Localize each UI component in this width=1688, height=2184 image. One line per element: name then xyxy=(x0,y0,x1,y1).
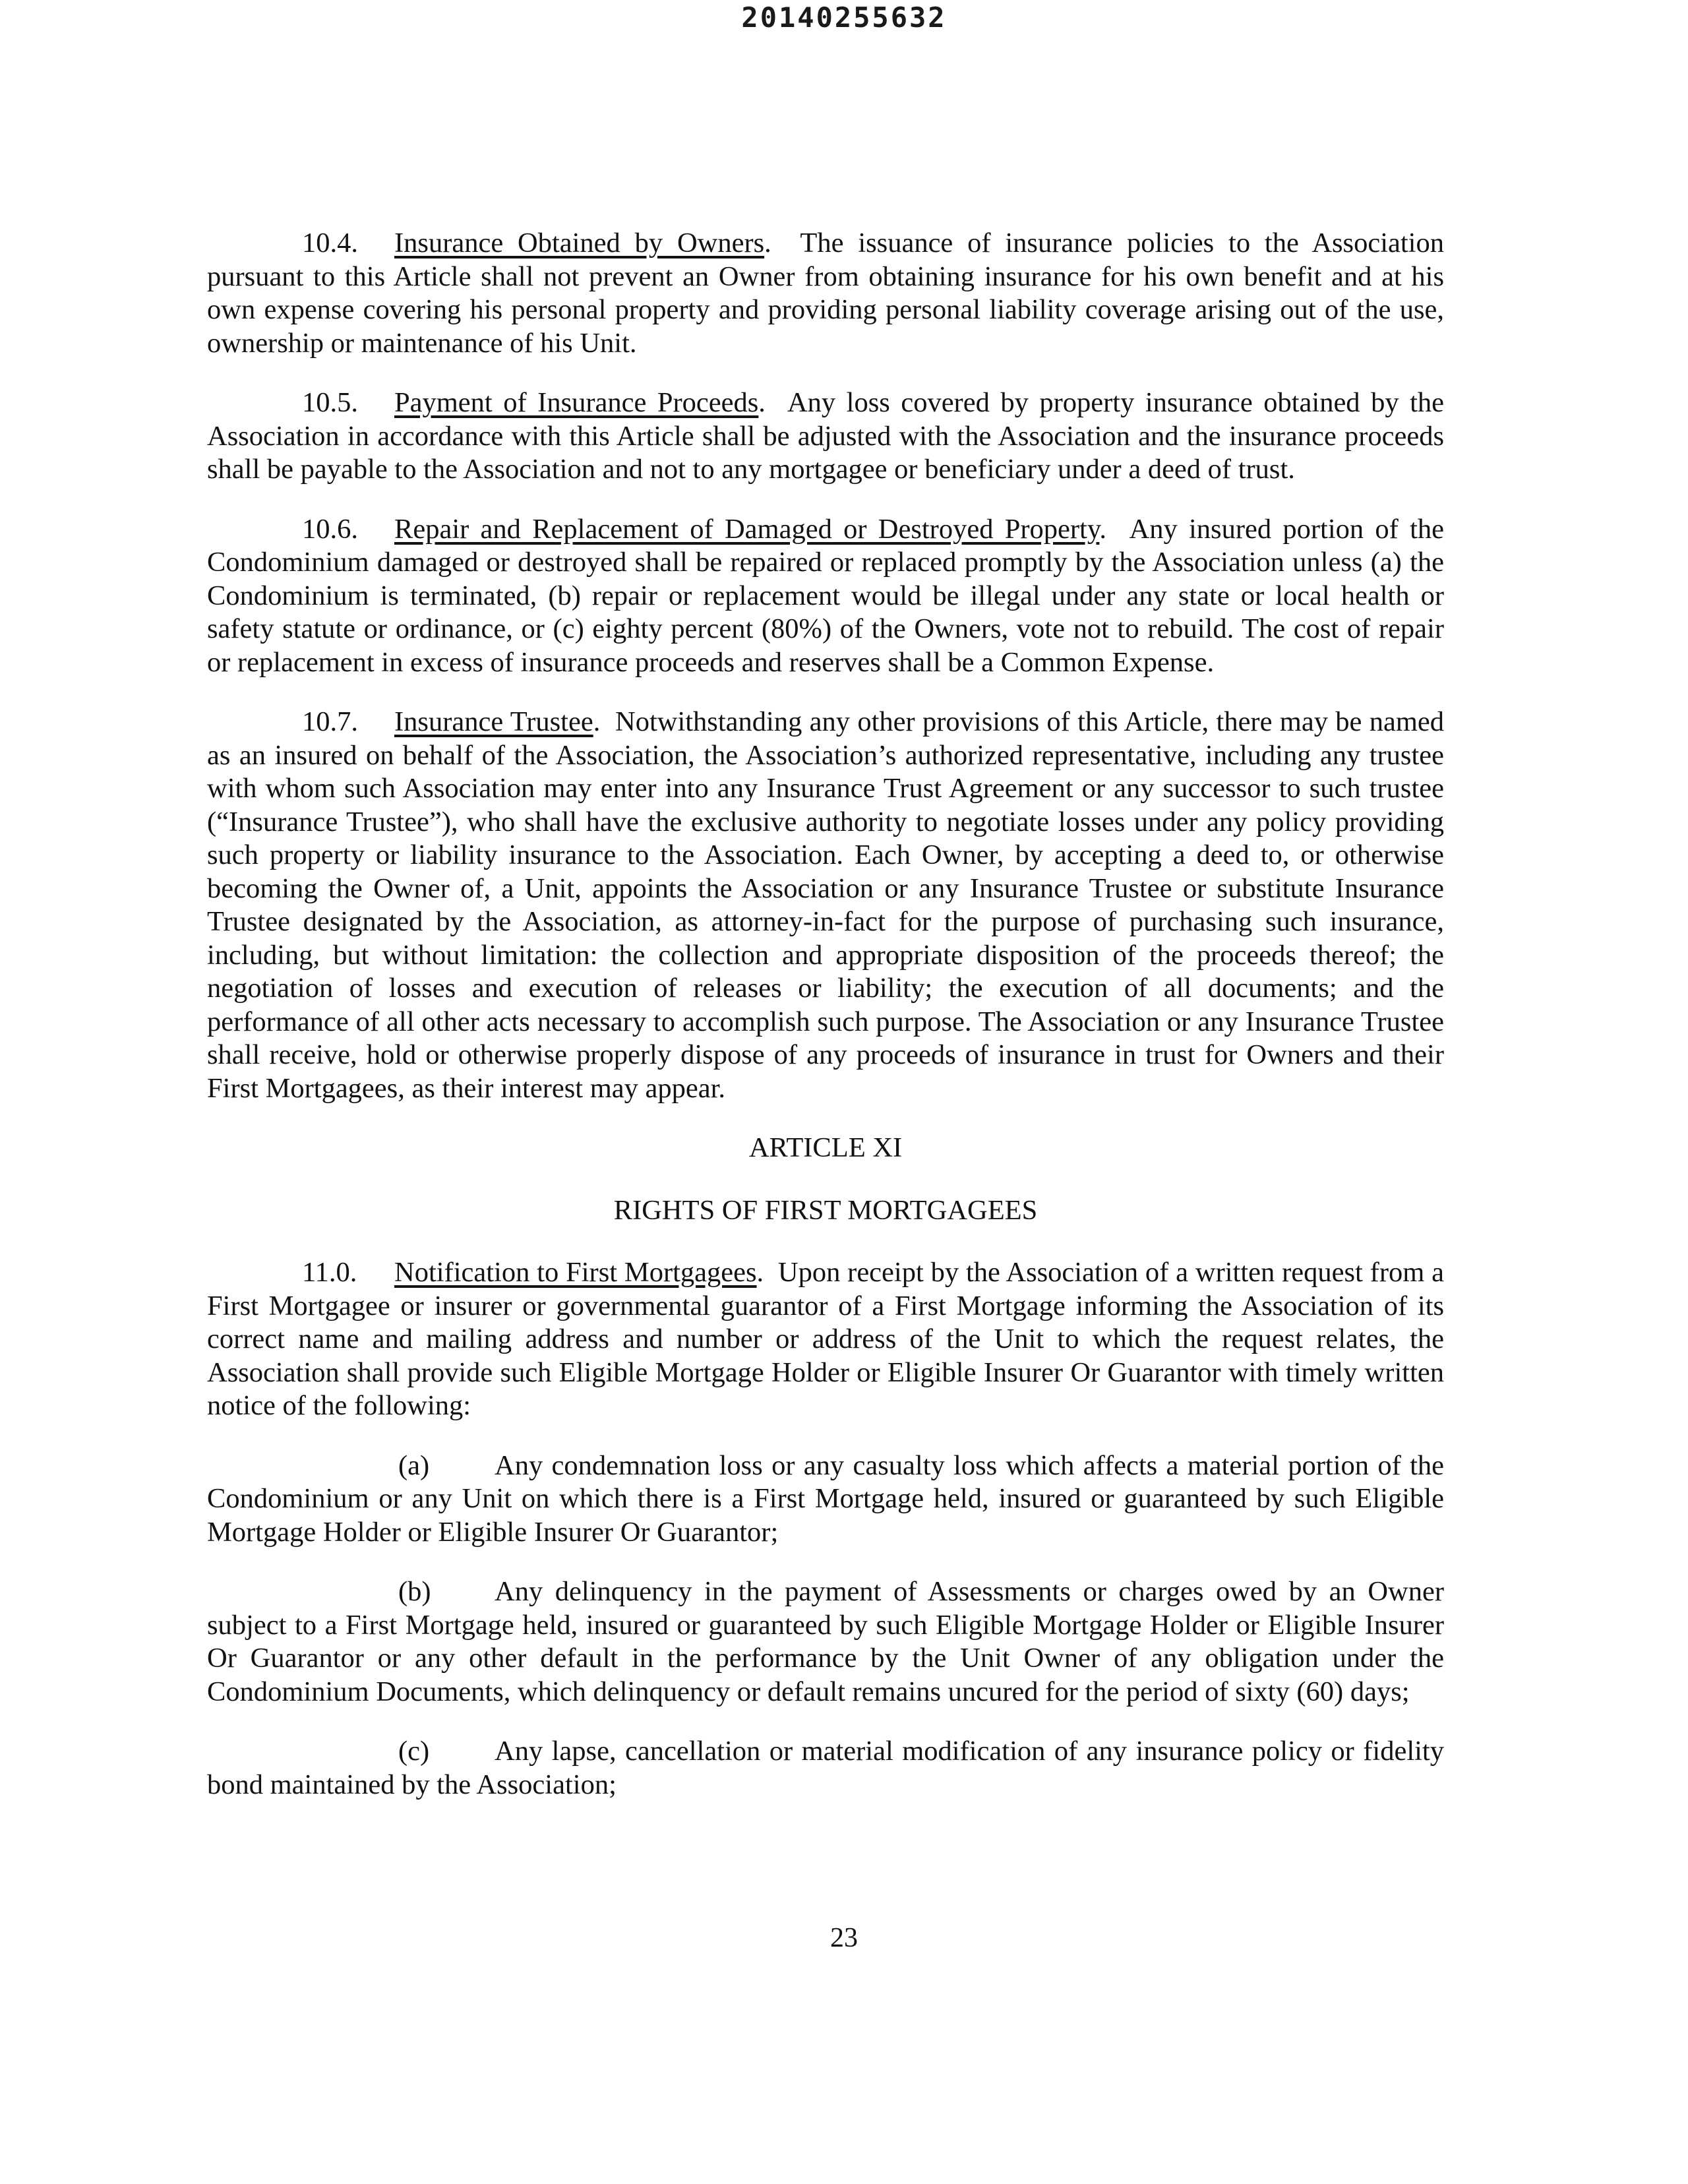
section-body: Any insured portion of the Condominium damaged or destroyed shall be repaired or replaced promptly by the Association unless (a) the Condominium is terminated, (b) repair or replacement would be illegal under any state or local health or safety statute or ordinance, or (c) eighty percent (80%) of the Owners, vote not to rebuild. The cost of repair or replacement in excess of insurance proceeds and reserves shall be a Common Expense. xyxy=(207,513,1445,678)
subitem-label: (a) xyxy=(398,1449,430,1481)
section-10-6 xyxy=(207,513,1444,680)
subitem-a xyxy=(207,1449,1444,1550)
section-number: 10.4. xyxy=(302,228,358,258)
subitem-label: (b) xyxy=(398,1576,431,1607)
section-body: The issuance of insurance policies to the Association pursuant to this Article shall not prevent an Owner from obtaining insurance for his own benefit and at his own expense covering his personal property and providing personal liability coverage arising out of the use, ownership or maintenance of his Unit. xyxy=(207,228,1444,359)
section-title-suffix: . xyxy=(593,706,601,737)
section-title: Insurance Obtained by Owners xyxy=(394,228,765,258)
section-body: Notwithstanding any other provisions of this Article, there may be named as an insured on behalf of the Association, the Association’s authorized representative, including any trustee with whom such Association may enter into any Insurance Trust Agreement or any successor to such trustee (“Insurance Trustee”), who shall have the exclusive authority to negotiate losses under any policy providing such property or liability insurance to the Association. Each Owner, by accepting a deed to, or otherwise becoming the Owner of, a Unit, appoints the Association or any Insurance Trustee or substitute Insurance Trustee designated by the Association, as attorney-in-fact for the purpose of purchasing such insurance, including, but without limitation: the collection and appropriate disposition of the proceeds thereof; the negotiation of losses and execution of releases or liability; the execution of all documents; and the performance of all other acts necessary to accomplish such purpose. The Association or any Insurance Trustee shall receive, hold or otherwise properly dispose of any proceeds of insurance in trust for Owners and their First Mortgagees, as their interest may appear. xyxy=(207,706,1445,1104)
document-number: 20140255632 xyxy=(741,1,947,34)
page-body xyxy=(207,227,1444,1828)
section-10-5 xyxy=(207,386,1444,487)
section-number: 10.5. xyxy=(302,387,358,418)
subitem-label: (c) xyxy=(398,1736,430,1767)
article-number: ARTICLE XI xyxy=(748,1132,903,1163)
subitem-text: Any delinquency in the payment of Assessments or charges owed by an Owner subject to a First Mortgage held, insured or guaranteed by such Eligible Mortgage Holder or Eligible Insurer Or Guarantor or any other default in the performance by the Unit Owner of any obligation under the Condominium Documents, which delinquency or default remains uncured for the period of sixty (60) days; xyxy=(207,1576,1444,1707)
section-body: Upon receipt by the Association of a written request from a First Mortgagee or insurer or governmental guarantor of a First Mortgage informing the Association of its correct name and mailing address and number or address of the Unit to which the request relates, the Association shall provide such Eligible Mortgage Holder or Eligible Insurer Or Guarantor with timely written notice of the following: xyxy=(207,1257,1445,1421)
section-body: Any loss covered by property insurance obtained by the Association in accordance with this Article shall be adjusted with the Association and the insurance proceeds shall be payable to the Association and not to any mortgagee or beneficiary under a deed of trust. xyxy=(207,387,1445,485)
section-title-suffix: . xyxy=(756,1257,764,1288)
article-title: RIGHTS OF FIRST MORTGAGEES xyxy=(613,1194,1038,1226)
subitem-text: Any condemnation loss or any casualty loss which affects a material portion of the Condominium or any Unit on which there is a First Mortgage held, insured or guaranteed by such Eligible Mortgage Holder or Eligible Insurer Or Guarantor; xyxy=(207,1449,1444,1548)
section-number: 10.7. xyxy=(302,706,358,737)
subitem-c xyxy=(207,1735,1444,1802)
section-title-suffix: . xyxy=(764,228,771,258)
subitem-text: Any lapse, cancellation or material modification of any insurance policy or fidelity bond maintained by the Association; xyxy=(207,1736,1444,1800)
section-number: 11.0. xyxy=(302,1257,357,1288)
section-title: Repair and Replacement of Damaged or Destroyed Property xyxy=(394,513,1100,545)
section-title-suffix: . xyxy=(1099,513,1106,545)
section-title: Payment of Insurance Proceeds xyxy=(394,387,759,418)
section-title: Notification to First Mortgagees xyxy=(394,1257,757,1288)
section-title-suffix: . xyxy=(758,387,766,418)
section-11-0 xyxy=(207,1256,1444,1423)
section-title: Insurance Trustee xyxy=(394,706,593,737)
section-10-7 xyxy=(207,706,1444,1105)
section-number: 10.6. xyxy=(302,513,358,545)
page-number: 23 xyxy=(830,1923,858,1953)
subitem-b xyxy=(207,1575,1444,1709)
section-10-4 xyxy=(207,227,1444,360)
